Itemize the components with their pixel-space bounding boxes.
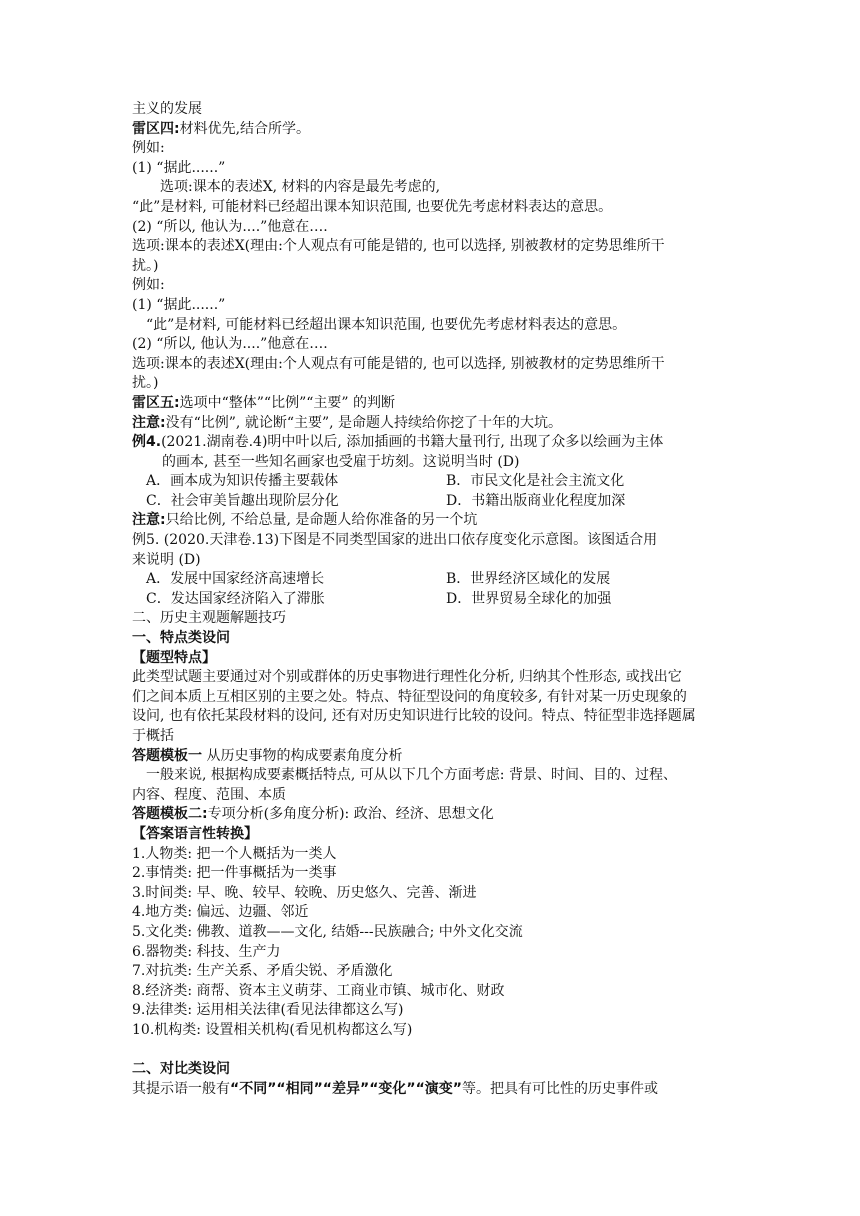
keyword-list: “不同”“相同”“差异”“变化”“演变” <box>230 1080 463 1097</box>
text-line: (2) “所以, 他认为....”他意在…. <box>132 336 328 353</box>
list-item: 8.经济类: 商帮、资本主义萌芽、工商业市镇、城市化、财政 <box>132 982 505 999</box>
text-line: “此”是材料, 可能材料已经超出课本知识范围, 也要优先考虑材料表达的意思。 <box>132 198 613 215</box>
text-line: 选项:课本的表述X(理由:个人观点有可能是错的, 也可以选择, 别被教材的定势思维所干 <box>132 238 665 255</box>
text-line: 设问, 也有依托某段材料的设问, 还有对历史知识进行比较的设问。特点、特征型非选择题属 <box>132 708 696 725</box>
list-item: 4.地方类: 偏远、边疆、邻近 <box>132 904 309 921</box>
section-label: 雷区四: <box>132 120 180 137</box>
text-line: 内容、程度、范围、本质 <box>132 786 286 803</box>
text-line: 例如: <box>132 140 165 157</box>
heading: 一、特点类设问 <box>132 630 230 647</box>
text-line: 主义的发展 <box>132 101 202 117</box>
text-line: 答题模板一 从历史事物的构成要素角度分析 <box>132 747 403 764</box>
text-line: 雷区五:选项中“整体”“比例”“主要” 的判断 <box>132 394 396 411</box>
option-row: C．社会审美旨趣出现阶层分化 D．书籍出版商业化程度加深 <box>146 492 626 509</box>
text-line: 例4.(2021.湖南卷.4)明中叶以后, 添加插画的书籍大量刊行, 出现了众多以绘画为主体 <box>132 434 664 451</box>
text-line: 雷区四:材料优先,结合所学。 <box>132 120 311 137</box>
text-line: 此类型试题主要通过对个别或群体的历史事物进行理性化分析, 归纳其个性形态, 或找出它 <box>132 669 682 686</box>
text-line: 一般来说, 根据构成要素概括特点, 可从以下几个方面考虑: 背景、时间、目的、过程、 <box>146 767 677 784</box>
text-line: 选项:课本的表述X, 材料的内容是最先考虑的, <box>160 179 441 196</box>
heading: 二、历史主观题解题技巧 <box>132 610 286 627</box>
option-row: C．发达国家经济陷入了滞胀 D．世界贸易全球化的加强 <box>146 590 612 607</box>
template-label: 答题模板二: <box>132 806 208 823</box>
text-line: “此”是材料, 可能材料已经超出课本知识范围, 也要优先考虑材料表达的意思。 <box>146 316 627 333</box>
list-item: 3.时间类: 早、晚、较早、较晚、历史悠久、完善、渐进 <box>132 884 477 901</box>
text-line: 们之间本质上互相区别的主要之处。特点、特征型设问的角度较多, 有针对某一历史现象的 <box>132 688 687 705</box>
text-line: 的画本, 甚至一些知名画家也受雇于坊刻。这说明当时 (D) <box>162 453 520 470</box>
text-line: 扰。) <box>132 257 159 274</box>
text-line: 扰。) <box>132 375 159 392</box>
list-item: 1.人物类: 把一个人概括为一类人 <box>132 845 337 862</box>
note-label: 注意: <box>132 414 166 431</box>
section-label: 雷区五: <box>132 394 180 411</box>
text-line: 于概括 <box>132 728 174 744</box>
text-line: 注意:没有“比例”, 就论断“主要”, 是命题人持续给你挖了十年的大坑。 <box>132 414 563 431</box>
text-line: 例如: <box>132 277 165 294</box>
list-item: 9.法律类: 运用相关法律(看见法律都这么写) <box>132 1002 404 1019</box>
text-line: 答题模板二:专项分析(多角度分析): 政治、经济、思想文化 <box>132 806 494 823</box>
template-label: 答题模板一 <box>132 747 202 764</box>
option-row: A．发展中国家经济高速增长 B．世界经济区域化的发展 <box>146 571 611 588</box>
heading: 【题型特点】 <box>132 649 216 666</box>
option-row: A．画本成为知识传播主要载体 B．市民文化是社会主流文化 <box>146 473 625 490</box>
text-line: 其提示语一般有“不同”“相同”“差异”“变化”“演变”等。把具有可比性的历史事件或 <box>132 1080 659 1097</box>
heading: 【答案语言性转换】 <box>132 825 258 842</box>
text-line: 选项:课本的表述X(理由:个人观点有可能是错的, 也可以选择, 别被教材的定势思维所干 <box>132 355 665 372</box>
text-line: (1) “据此......” <box>132 296 226 313</box>
text-line: 来说明 (D) <box>132 551 201 568</box>
text-line: (2) “所以, 他认为....”他意在…. <box>132 218 328 235</box>
note-label: 注意: <box>132 512 166 529</box>
list-item: 10.机构类: 设置相关机构(看见机构都这么写) <box>132 1021 413 1038</box>
list-item: 2.事情类: 把一件事概括为一类事 <box>132 865 337 882</box>
heading: 二、对比类设问 <box>132 1061 230 1078</box>
text-line: (1) “据此......” <box>132 159 226 176</box>
list-item: 7.对抗类: 生产关系、矛盾尖锐、矛盾激化 <box>132 963 393 980</box>
spacer <box>132 1041 860 1061</box>
list-item: 6.器物类: 科技、生产力 <box>132 943 281 960</box>
list-item: 5.文化类: 佛教、道教——文化, 结婚---民族融合; 中外文化交流 <box>132 923 523 940</box>
example-label: 例4. <box>132 434 162 451</box>
text-line: 注意:只给比例, 不给总量, 是命题人给你准备的另一个坑 <box>132 512 478 529</box>
text-line: 例5. (2020.天津卷.13)下图是不同类型国家的进出口依存度变化示意图。该图适合用 <box>132 532 658 549</box>
